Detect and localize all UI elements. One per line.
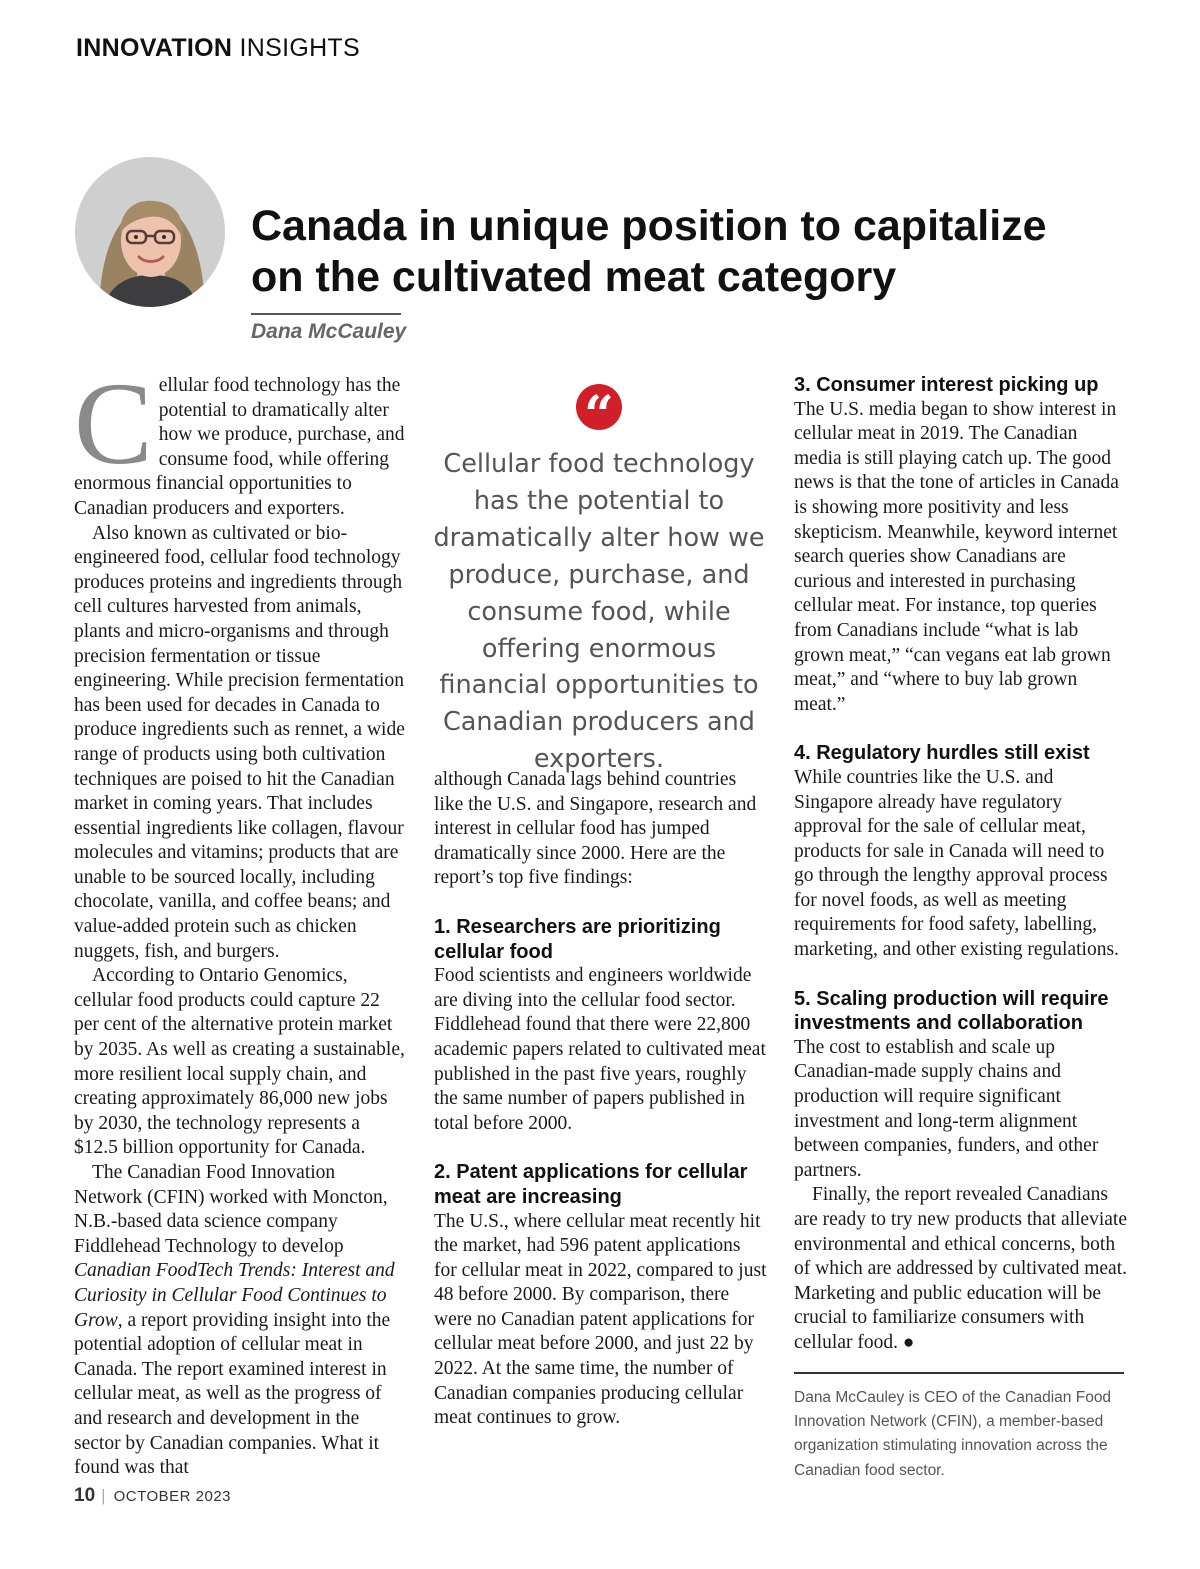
article-column-1 [74, 358, 408, 1481]
article-headline [251, 201, 1131, 303]
footer-separator: | [101, 1486, 106, 1505]
paragraph: Food scientists and engineers worldwide are diving into the cellular food sector. Fiddlehead found that there were 22,800 academic papers related to cultivated meat published in the past five years, roughly the same number of papers published in total before 2000. [434, 965, 766, 1134]
paragraph: The U.S. media began to show interest in cellular meat in 2019. The Canadian media is still playing catch up. The good news is that the tone of articles in Canada is showing more positivity and less skepticism. Meanwhile, keyword internet search queries show Canadians are curious and interested in purchasing cellular meat. For instance, top queries from Canadians include “what is lab grown meat,” “can vegans eat lab grown meat,” and “where to buy lab grown meat.” [794, 398, 1119, 715]
pull-quote [428, 384, 770, 778]
paragraph [794, 1183, 1128, 1355]
paragraph: Also known as cultivated or bio-engineered food, cellular food technology produces proteins and ingredients through cell cultures harvested from animals, plants and micro-organisms and through precision fermentation or tissue engineering. While precision fermentation has been used for decades in Canada to produce ingredients such as rennet, a wide range of products using both cultivation techniques are poised to hit the Canadian market in coming years. That includes essential ingredients like collagen, flavour molecules and vitamins; products that are unable to be sourced locally, including chocolate, vanilla, and coffee beans; and value-added protein such as chicken nuggets, fish, and burgers. [74, 522, 405, 962]
paragraph-text: , a report providing insight into the potential adoption of cellular meat in Canada. The report examined interest in cellular meat, as well as the progress of and research and development in the sector by Canadian companies. What it found was that [74, 1309, 391, 1479]
paragraph [74, 1161, 408, 1481]
paragraph: although Canada lags behind countries like the U.S. and Singapore, research and interest in cellular food has jumped dramatically since 2000. Here are the report’s top five findings: [434, 769, 757, 889]
subheading: 3. Consumer interest picking up [794, 374, 1099, 396]
author-photo [75, 157, 225, 307]
paragraph-text: The Canadian Food Innovation Network (CFIN) worked with Moncton, N.B.-based data science company Fiddlehead Technology to develop [74, 1162, 388, 1257]
paragraph: While countries like the U.S. and Singapore already have regulatory approval for the sale of cellular meat, products for sale in Canada will need to go through the lengthy approval process for novel foods, as well as meeting requirements for food safety, labelling, marketing, and other existing regulations. [794, 766, 1119, 961]
byline-divider [251, 313, 401, 315]
headline-line-1: Canada in unique position to capitalize [251, 202, 1047, 250]
subheading: 1. Researchers are prioritizing cellular food [434, 915, 721, 963]
report-title: Canadian FoodTech Trends: Interest and Curiosity in Cellular Food Continues to Grow [74, 1260, 395, 1331]
section-header-light: INSIGHTS [239, 34, 360, 62]
bio-divider [794, 1372, 1124, 1374]
issue-date: OCTOBER 2023 [113, 1488, 232, 1505]
paragraph [74, 358, 408, 522]
quote-icon: “ [576, 384, 622, 430]
paragraph-text: ellular food technology has the potential to dramatically alter how we produce, purchase, and consume food, while offering enormous financial opportunities to Canadian producers and exporters. [74, 375, 405, 519]
paragraph: The U.S., where cellular meat recently hit the market, had 596 patent applications for cellular meat in 2022, compared to just 48 before 2000. By comparison, there were no Canadian patent applications for cellular meat before 2000, and just 22 by 2022. At the same time, the number of Canadian companies producing cellular meat continues to grow. [434, 1210, 767, 1429]
paragraph: According to Ontario Genomics, cellular food products could capture 22 per cent of the alternative protein market by 2035. As well as creating a sustainable, more resilient local supply chain, and creating approximately 86,000 new jobs by 2030, the technology represents a $12.5 billion opportunity for Canada. [74, 965, 405, 1159]
subheading: 4. Regulatory hurdles still exist [794, 742, 1090, 765]
headline-line-2: on the cultivated meat category [251, 253, 897, 301]
page-footer [74, 1485, 231, 1507]
article-column-3 [794, 373, 1128, 1483]
subheading: 2. Patent applications for cellular meat are increasing [434, 1161, 748, 1208]
section-header [76, 34, 360, 63]
subheading: 5. Scaling production will require investments and collaboration [794, 987, 1109, 1035]
drop-cap: C [74, 358, 153, 489]
page-number: 10 [74, 1485, 96, 1506]
author-byline: Dana McCauley [251, 320, 407, 343]
paragraph: The cost to establish and scale up Canadian-made supply chains and production will require significant investment and long-term alignment between companies, funders, and other partners. [794, 1036, 1099, 1181]
article-column-2 [434, 768, 768, 1431]
section-header-bold: INNOVATION [76, 34, 233, 62]
author-bio: Dana McCauley is CEO of the Canadian Food Innovation Network (CFIN), a member-based organization stimulating innovation across the Canadian food sector. [794, 1388, 1112, 1479]
end-mark-icon: ● [902, 1331, 915, 1353]
paragraph-text: Finally, the report revealed Canadians are ready to try new products that alleviate environmental and ethical concerns, both of which are addressed by cultivated meat. Marketing and public education will be crucial to familiarize consumers with cellular food. [794, 1184, 1127, 1353]
pull-quote-text: Cellular food technology has the potential to dramatically alter how we produce, purchase, and consume food, while offering enormous financial opportunities to Canadian producers and exporters. [433, 449, 765, 775]
